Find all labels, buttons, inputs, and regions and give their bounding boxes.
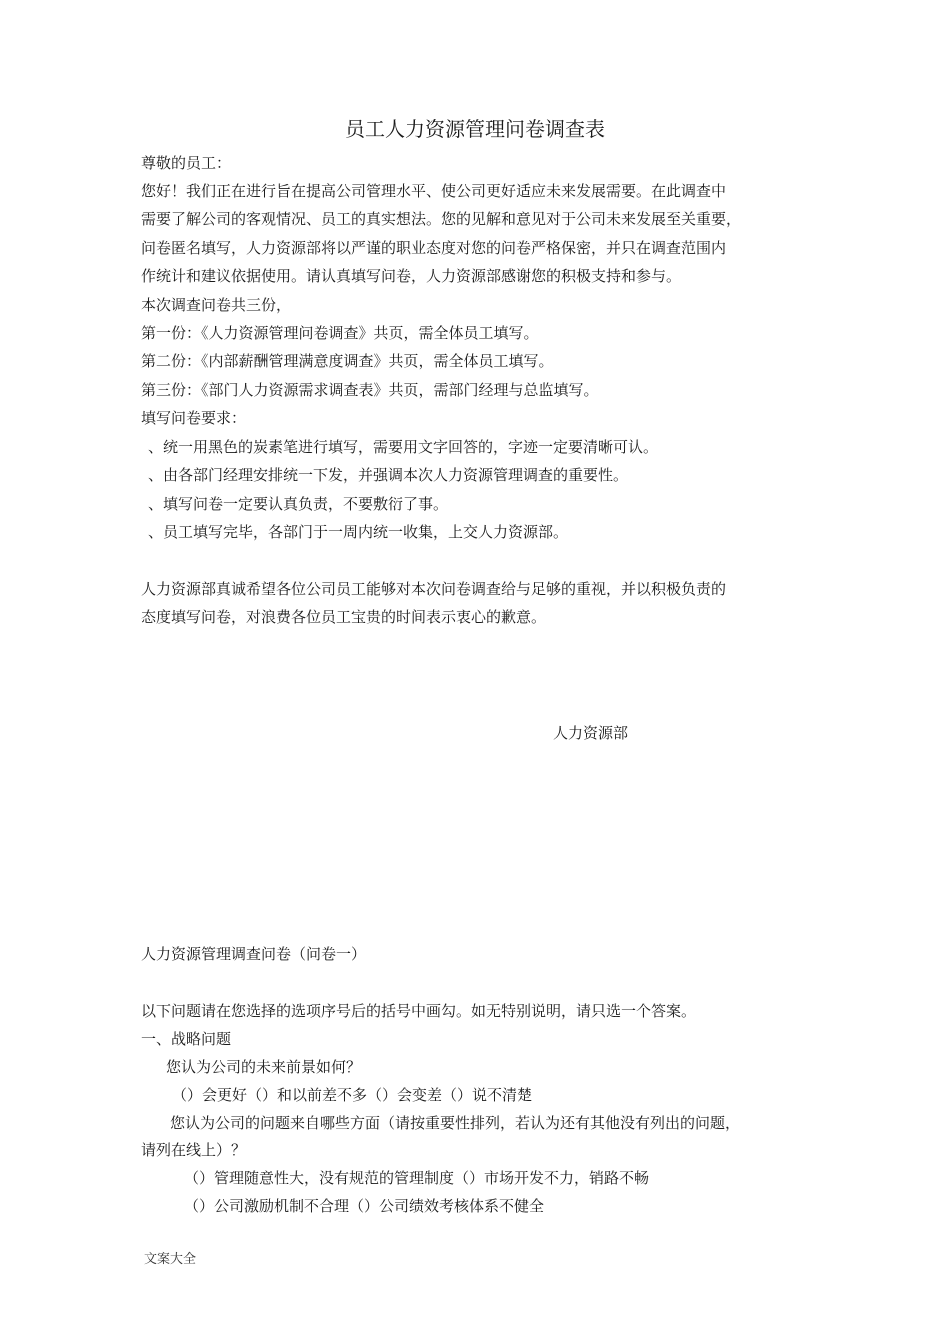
greeting: 尊敬的员工： — [141, 154, 232, 172]
question-2-line-1: 您认为公司的问题来自哪些方面（请按重要性排列，若认为还有其他没有列出的问题， — [170, 1114, 741, 1132]
intro-line-3: 问卷匿名填写，人力资源部将以严谨的职业态度对您的问卷严格保密，并只在调查范围内 — [141, 239, 727, 257]
document-title: 员工人力资源管理问卷调查表 — [345, 117, 605, 141]
closing-line-1: 人力资源部真诚希望各位公司员工能够对本次问卷调查给与足够的重视，并以积极负责的 — [141, 580, 727, 598]
copy-item-1: 第一份：《人力资源管理问卷调查》共页，需全体员工填写。 — [141, 324, 539, 342]
requirement-item-4: 、员工填写完毕，各部门于一周内统一收集，上交人力资源部。 — [148, 523, 569, 541]
closing-line-2: 态度填写问卷，对浪费各位员工宝贵的时间表示衷心的歉意。 — [141, 608, 547, 626]
questionnaire-title: 人力资源管理调查问卷（问卷一） — [141, 945, 367, 963]
copy-item-3: 第三份：《部门人力资源需求调查表》共页，需部门经理与总监填写。 — [141, 381, 599, 399]
copy-item-2: 第二份：《内部薪酬管理满意度调查》共页，需全体员工填写。 — [141, 352, 554, 370]
signature: 人力资源部 — [553, 724, 629, 742]
question-2-line-2: 请列在线上）？ — [141, 1141, 247, 1159]
intro-line-4: 作统计和建议依据使用。请认真填写问卷，人力资源部感谢您的积极支持和参与。 — [141, 267, 682, 285]
intro-line-2: 需要了解公司的客观情况、员工的真实想法。您的见解和意见对于公司未来发展至关重要， — [141, 210, 742, 228]
section-heading: 一、战略问题 — [141, 1030, 232, 1048]
page-footer: 文案大全 — [144, 1252, 197, 1267]
intro-line-1: 您好！我们正在进行旨在提高公司管理水平、使公司更好适应未来发展需要。在此调查中 — [141, 182, 727, 200]
requirement-item-1: 、统一用黑色的炭素笔进行填写，需要用文字回答的，字迹一定要清晰可认。 — [148, 438, 659, 456]
copies-intro: 本次调查问卷共三份， — [141, 296, 292, 314]
question-2-options-2: （）公司激励机制不合理（）公司绩效考核体系不健全 — [184, 1197, 545, 1215]
question-2-options-1: （）管理随意性大，没有规范的管理制度（）市场开发不力，销路不畅 — [184, 1169, 650, 1187]
questionnaire-instruction: 以下问题请在您选择的选项序号后的括号中画勾。如无特别说明，请只选一个答案。 — [141, 1002, 697, 1020]
question-1: 您认为公司的未来前景如何？ — [166, 1058, 362, 1076]
requirement-item-2: 、由各部门经理安排统一下发，并强调本次人力资源管理调查的重要性。 — [148, 466, 629, 484]
requirements-title: 填写问卷要求： — [141, 409, 247, 427]
question-1-options: （）会更好（）和以前差不多（）会变差（）说不清楚 — [172, 1086, 533, 1104]
requirement-item-3: 、填写问卷一定要认真负责，不要敷衍了事。 — [148, 495, 449, 513]
